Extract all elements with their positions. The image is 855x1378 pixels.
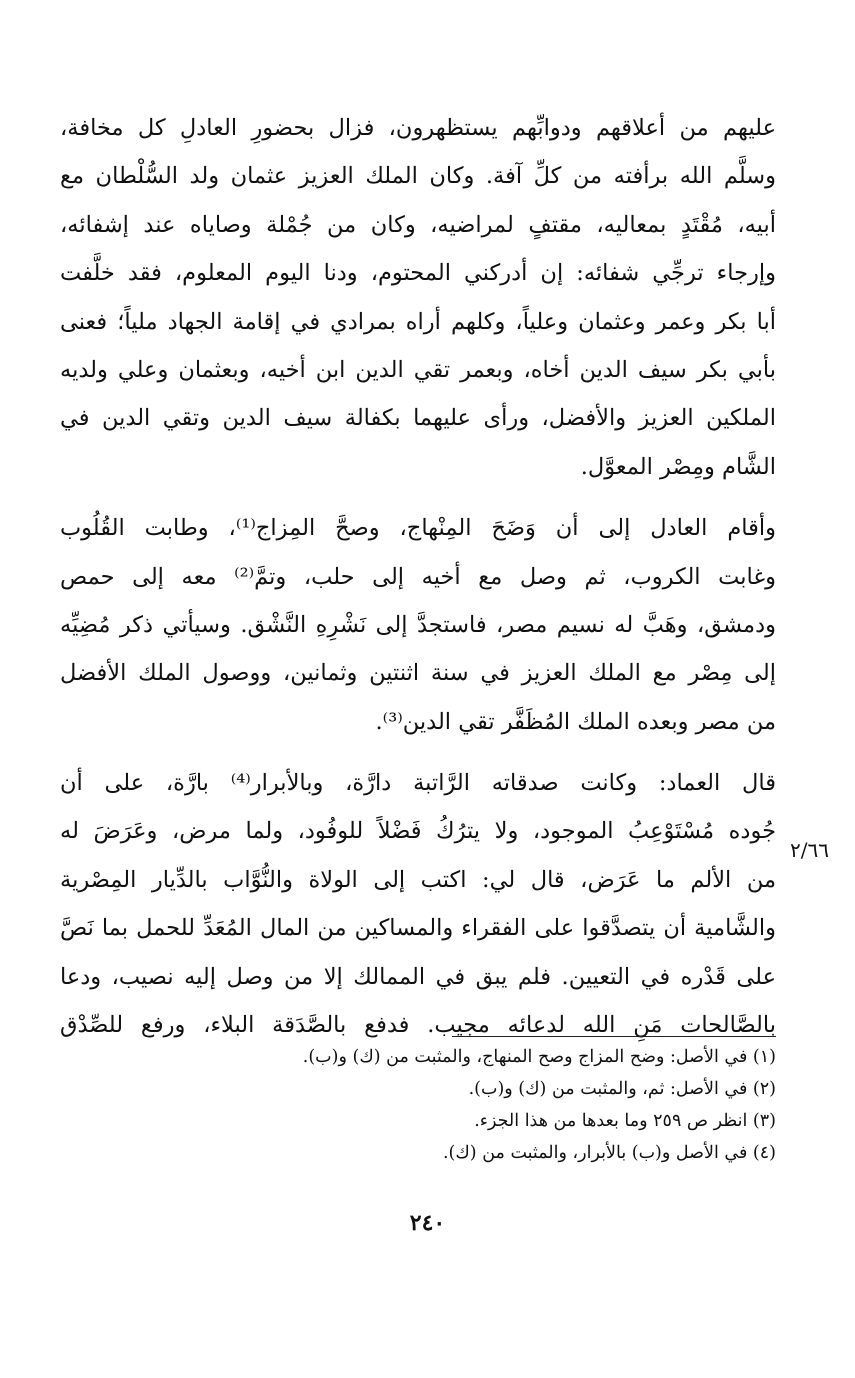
- footnote: (٤) في الأصل و(ب) بالأبرار، والمثبت من (ك).: [442, 1143, 776, 1163]
- text-line: قال العماد: وكانت صدقاته الرَّاتبة دارَّة، وبالأبرار⁽⁴⁾ بارَّة، على أن: [60, 770, 776, 797]
- page-number: ٢٤٠: [409, 1210, 446, 1236]
- text-line: ودمشق، وهَبَّ له نسيم مصر، فاستجدَّ إلى نَشْرِهِ النَّشْق. وسيأتي ذكر مُضِيِّه: [60, 611, 776, 638]
- text-line: عليهم من أعلاقهم ودوابِّهم يستظهرون، فزال بحضورِ العادلِ كل مخافة،: [60, 115, 776, 141]
- margin-reference: ٢/٦٦: [790, 838, 829, 862]
- text-line: بأبي بكر سيف الدين أخاه، وبعمر تقي الدين ابن أخيه، وبعثمان وعلي ولديه: [60, 356, 776, 383]
- text-line: جُوده مُسْتَوْعِبُ الموجود، ولا يترُكُ فَضْلاً للوفُود، ولما مرض، وعَرَضَ له: [60, 818, 776, 845]
- footnote: (٣) انظر ص ٢٥٩ وما بعدها من هذا الجزء.: [474, 1111, 776, 1131]
- footnote: (٢) في الأصل: ثم، والمثبت من (ك) و(ب).: [468, 1079, 776, 1099]
- text-line: أبا بكر وعمر وعثمان وعلياً، وكلهم أراه بمرادي في إقامة الجهاد ملياً؛ فعنى: [60, 308, 776, 335]
- text-line: الملكين العزيز والأفضل، ورأى عليهما بكفالة سيف الدين وتقي الدين في: [60, 405, 776, 432]
- footnotes: [60, 1041, 776, 1169]
- text-line: من مصر وبعده الملك المُظَفَّر تقي الدين⁽³⁾.: [375, 708, 776, 735]
- text-line: إلى مِصْر مع الملك العزيز في سنة اثنتين وثمانين، ووصول الملك الأفضل: [60, 660, 776, 687]
- text-line: وأقام العادل إلى أن وَضَحَ المِنْهاج، وصحَّ المِزاج⁽¹⁾، وطابت القُلُوب: [60, 515, 776, 542]
- text-line: بالصَّالحات مَنِ الله لدعائه مجيب. فدفع بالصَّدَقة البلاء، ورفع للصِّدْق: [60, 1012, 776, 1039]
- text-line: أبيه، مُقْتَدٍ بمعاليه، مقتفٍ لمراضيه، وكان من جُمْلة وصاياه عند إشفائه،: [60, 211, 776, 238]
- paragraph-2: [60, 504, 776, 746]
- paragraph-3: [60, 759, 776, 1049]
- text-line: على قَدْره في التعيين. فلم يبق في الممالك إلا من وصل إليه نصيب، ودعا: [60, 963, 776, 990]
- paragraph-1: [60, 104, 776, 491]
- text-line: وإرجاء ترجِّي شفائه: إن أدركني المحتوم، ودنا اليوم المعلوم، فقد خلَّفت: [60, 260, 776, 287]
- footnote-divider: [452, 1036, 776, 1037]
- footnote: (١) في الأصل: وضح المزاج وصح المنهاج، والمثبت من (ك) و(ب).: [302, 1047, 776, 1067]
- text-line: والشَّامية أن يتصدَّقوا على الفقراء والمساكين من المال المُعَدِّ للحمل بما نَصَّ: [60, 915, 776, 942]
- text-line: من الألم ما عَرَض، قال لي: اكتب إلى الولاة والنُّوَّاب بالدِّيار المِصْرية: [60, 866, 776, 893]
- text-line: الشَّام ومِصْر المعوَّل.: [580, 453, 776, 480]
- text-line: وسلَّم الله برأفته من كلِّ آفة. وكان الملك العزيز عثمان ولد السُّلْطان مع: [60, 163, 776, 190]
- text-line: وغابت الكروب، ثم وصل مع أخيه إلى حلب، وتمَّ⁽²⁾ معه إلى حمص: [60, 563, 776, 590]
- main-text: [60, 104, 776, 1049]
